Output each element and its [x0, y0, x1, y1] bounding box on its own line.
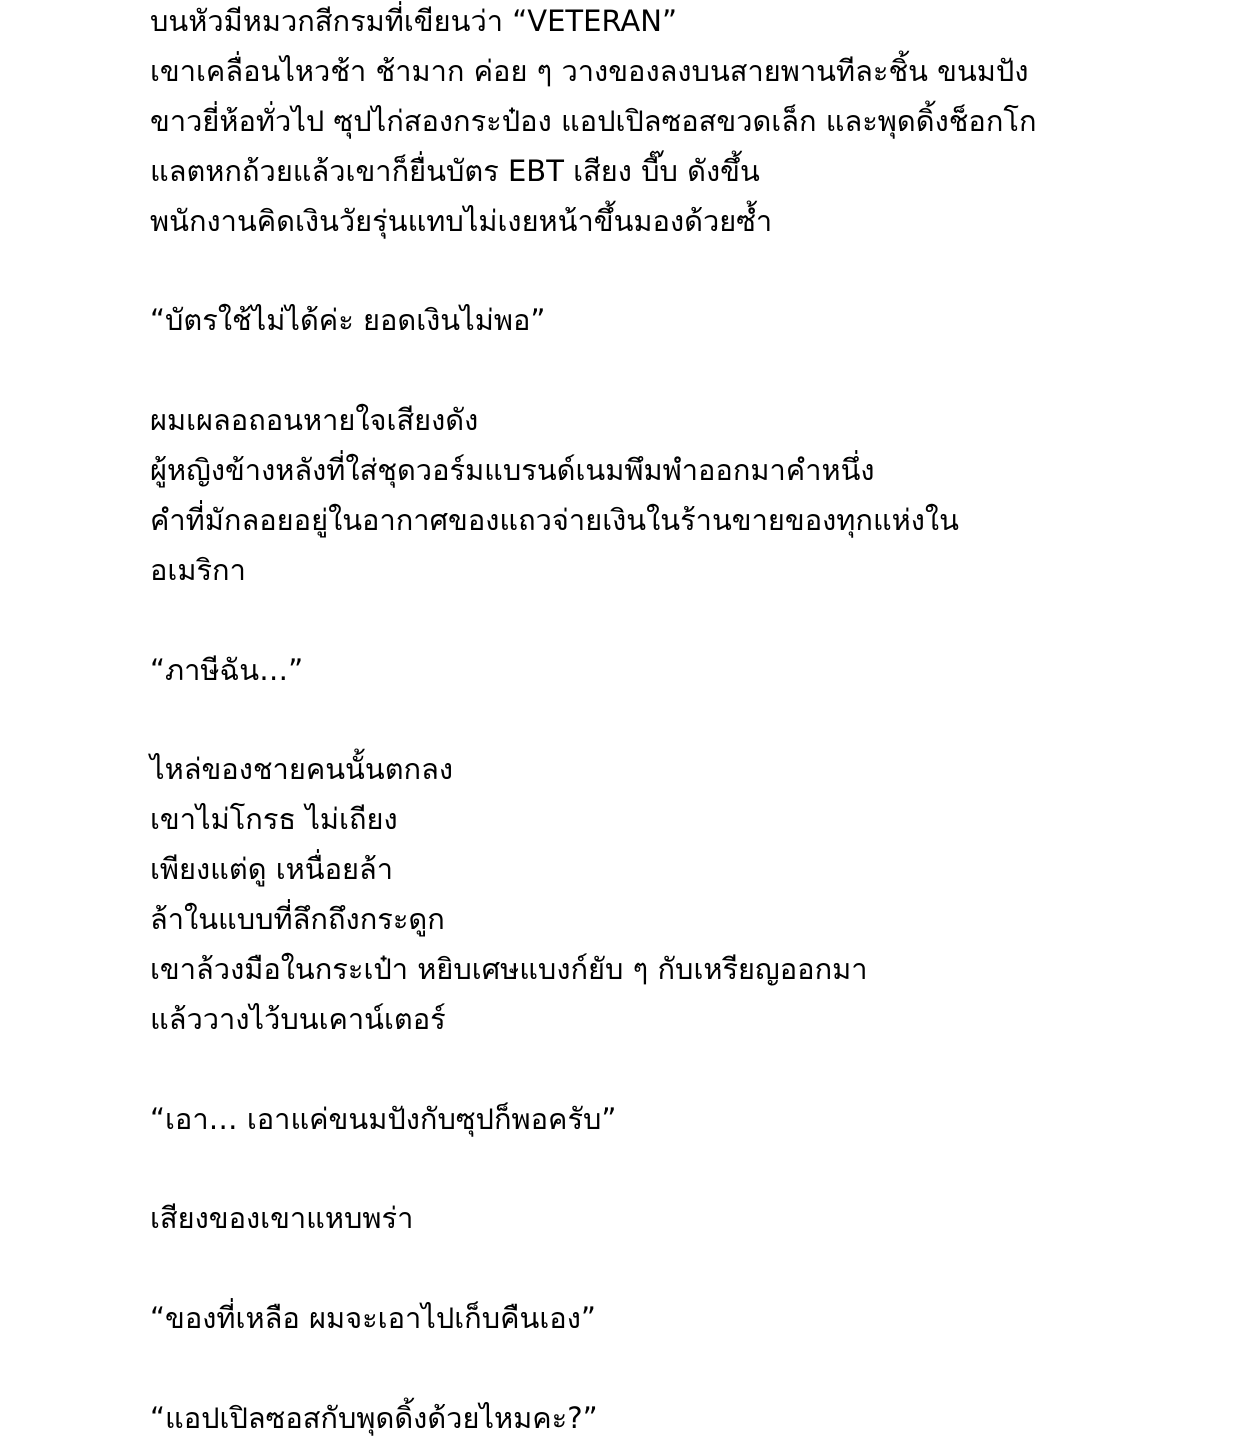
- blank-line: [150, 346, 1210, 396]
- text-line: ล้าในแบบที่ลึกถึงกระดูก: [150, 902, 445, 937]
- text-line: แล้ววางไว้บนเคาน์เตอร์: [150, 1001, 446, 1036]
- blank-line: [150, 596, 1210, 646]
- text-line: พนักงานคิดเงินวัยรุ่นแทบไม่เงยหน้าขึ้นมองด้วยซ้ำ: [150, 203, 773, 238]
- story-text: [150, 0, 1210, 1444]
- text-line: เสียงของเขาแหบพร่า: [150, 1201, 414, 1236]
- blank-line: [150, 246, 1210, 296]
- text-line: ผู้หญิงข้างหลังที่ใส่ชุดวอร์มแบรนด์เนมพึมพำออกมาคำหนึ่ง: [150, 453, 875, 488]
- text-line: คำที่มักลอยอยู่ในอากาศของแถวจ่ายเงินในร้านขายของทุกแห่งใน: [150, 502, 959, 537]
- text-line: แลตหกถ้วยแล้วเขาก็ยื่นบัตร EBT เสียง บี๊บ ดังขึ้น: [150, 153, 760, 188]
- text-line: อเมริกา: [150, 552, 246, 587]
- dialogue-line: “เอา… เอาแค่ขนมปังกับซุปก็พอครับ”: [150, 1101, 617, 1136]
- blank-line: [150, 695, 1210, 745]
- blank-line: [150, 1344, 1210, 1394]
- text-line: เขาเคลื่อนไหวช้า ช้ามาก ค่อย ๆ วางของลงบนสายพานทีละชิ้น ขนมปัง: [150, 53, 1029, 88]
- text-line: ผมเผลอถอนหายใจเสียงดัง: [150, 403, 479, 438]
- text-line: บนหัวมีหมวกสีกรมที่เขียนว่า “VETERAN”: [150, 4, 677, 38]
- text-line: ขาวยี่ห้อทั่วไป ซุปไก่สองกระป๋อง แอปเปิลซอสขวดเล็ก และพุดดิ้งช็อกโก: [150, 103, 1037, 138]
- dialogue-line: “ของที่เหลือ ผมจะเอาไปเก็บคืนเอง”: [150, 1301, 596, 1336]
- dialogue-line: “แอปเปิลซอสกับพุดดิ้งด้วยไหมคะ?”: [150, 1400, 598, 1435]
- blank-line: [150, 1144, 1210, 1194]
- blank-line: [150, 1045, 1210, 1095]
- dialogue-line: “ภาษีฉัน…”: [150, 652, 304, 687]
- dialogue-line: “บัตรใช้ไม่ได้ค่ะ ยอดเงินไม่พอ”: [150, 303, 546, 338]
- text-line: ไหล่ของชายคนนั้นตกลง: [150, 752, 454, 787]
- blank-line: [150, 1244, 1210, 1294]
- text-line: เพียงแต่ดู เหนื่อยล้า: [150, 852, 394, 887]
- text-line: เขาล้วงมือในกระเป๋า หยิบเศษแบงก์ยับ ๆ กับเหรียญออกมา: [150, 951, 868, 986]
- text-line: เขาไม่โกรธ ไม่เถียง: [150, 802, 398, 837]
